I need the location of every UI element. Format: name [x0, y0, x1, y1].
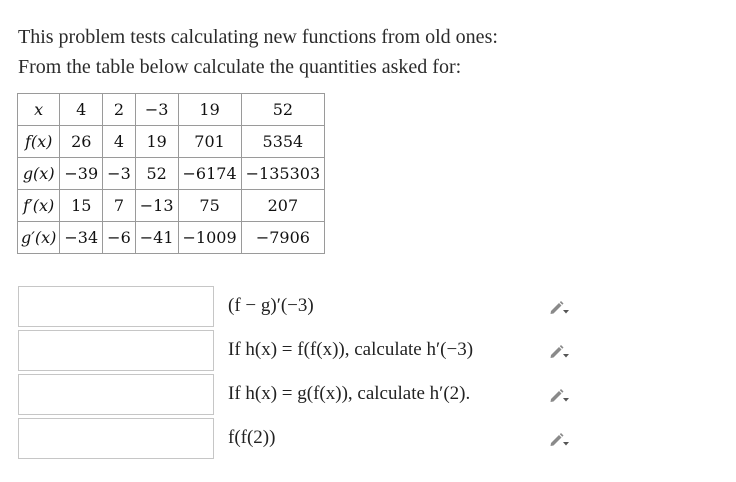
- table-cell: −39: [60, 158, 103, 190]
- question-text: If h(x) = f(f(x)), calculate h′(−3): [228, 339, 474, 360]
- table-cell: 207: [241, 190, 324, 222]
- intro-line-1: This problem tests calculating new functions from old ones:: [18, 26, 498, 48]
- pencil-icon[interactable]: [548, 430, 570, 448]
- table-row: [18, 126, 325, 158]
- question-text: (f − g)′(−3): [228, 295, 314, 316]
- table-cell: 19: [178, 94, 241, 126]
- table-cell: −3: [103, 158, 136, 190]
- table-cell: 4: [103, 126, 136, 158]
- table-cell: −1009: [178, 222, 241, 254]
- pencil-icon[interactable]: [548, 342, 570, 360]
- table-cell: 52: [241, 94, 324, 126]
- table-row: [18, 158, 325, 190]
- table-cell: −41: [135, 222, 178, 254]
- row-label-g: g(x): [18, 158, 60, 190]
- answer-input[interactable]: [18, 418, 214, 459]
- table-row: [18, 190, 325, 222]
- table-row: [18, 94, 325, 126]
- answer-input[interactable]: [18, 286, 214, 327]
- values-table: [17, 93, 325, 254]
- table-cell: 5354: [241, 126, 324, 158]
- table-cell: −34: [60, 222, 103, 254]
- table-cell: 75: [178, 190, 241, 222]
- intro-line-2: From the table below calculate the quantities asked for:: [18, 56, 462, 78]
- answer-row: [18, 286, 578, 330]
- row-label-f: f(x): [18, 126, 60, 158]
- pencil-icon[interactable]: [548, 298, 570, 316]
- answer-row: [18, 330, 578, 374]
- answer-row: [18, 374, 578, 418]
- row-label-x: x: [18, 94, 60, 126]
- row-label-f-prime: f′(x): [18, 190, 60, 222]
- table-cell: 4: [60, 94, 103, 126]
- table-cell: 52: [135, 158, 178, 190]
- table-cell: −135303: [241, 158, 324, 190]
- table-cell: −13: [135, 190, 178, 222]
- table-cell: 15: [60, 190, 103, 222]
- question-text: If h(x) = g(f(x)), calculate h′(2).: [228, 383, 471, 404]
- table-cell: 19: [135, 126, 178, 158]
- table-cell: −6174: [178, 158, 241, 190]
- answer-list: [18, 286, 578, 462]
- table-cell: −6: [103, 222, 136, 254]
- table-cell: 2: [103, 94, 136, 126]
- table-cell: −3: [135, 94, 178, 126]
- table-cell: 26: [60, 126, 103, 158]
- table-cell: −7906: [241, 222, 324, 254]
- table-cell: 701: [178, 126, 241, 158]
- table-row: [18, 222, 325, 254]
- problem-intro: [18, 22, 498, 82]
- answer-row: [18, 418, 578, 462]
- table-cell: 7: [103, 190, 136, 222]
- pencil-icon[interactable]: [548, 386, 570, 404]
- answer-input[interactable]: [18, 330, 214, 371]
- question-text: f(f(2)): [228, 427, 276, 448]
- answer-input[interactable]: [18, 374, 214, 415]
- row-label-g-prime: g′(x): [18, 222, 60, 254]
